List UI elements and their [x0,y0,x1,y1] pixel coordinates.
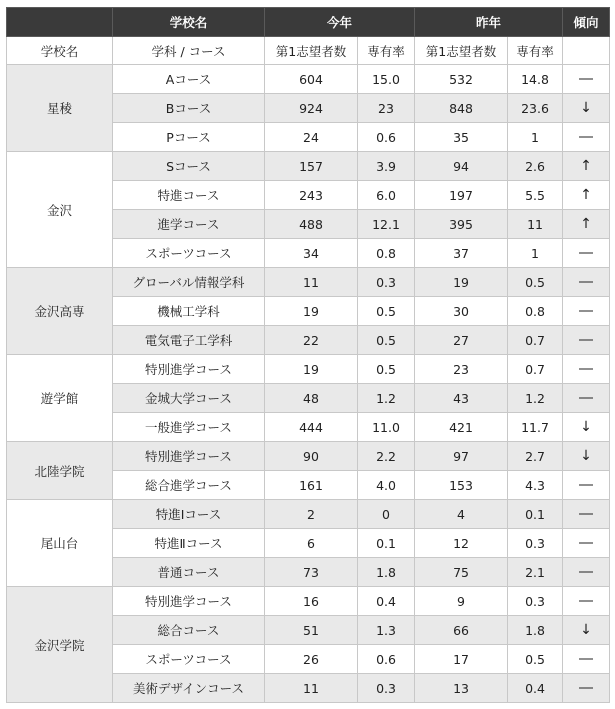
last-year-share-cell: 0.3 [508,587,563,616]
this-year-share-cell: 1.3 [358,616,415,645]
this-year-share-cell: 6.0 [358,181,415,210]
this-year-applicants-cell: 604 [265,65,358,94]
this-year-share-cell: 11.0 [358,413,415,442]
trend-cell: ― [563,500,610,529]
school-name-cell: 尾山台 [7,500,113,587]
trend-cell: ↓ [563,616,610,645]
applicants-table-container [6,7,610,703]
this-year-share-cell: 0.5 [358,355,415,384]
school-name-cell: 星稜 [7,65,113,152]
last-year-applicants-cell: 37 [415,239,508,268]
course-cell: 電気電子工学科 [113,326,265,355]
course-cell: 特別進学コース [113,587,265,616]
last-year-applicants-cell: 30 [415,297,508,326]
course-cell: 特進Ⅱコース [113,529,265,558]
school-name-cell: 遊学館 [7,355,113,442]
table-row [7,152,610,181]
course-cell: Aコース [113,65,265,94]
last-year-applicants-cell: 19 [415,268,508,297]
trend-cell: ― [563,645,610,674]
this-year-share-cell: 0.8 [358,239,415,268]
trend-cell: ↓ [563,94,610,123]
trend-cell: ― [563,355,610,384]
school-name-cell: 金沢高専 [7,268,113,355]
last-year-applicants-cell: 395 [415,210,508,239]
course-cell: 特別進学コース [113,355,265,384]
last-year-applicants-cell: 532 [415,65,508,94]
last-year-share-cell: 0.5 [508,645,563,674]
subheader-share-this: 専有率 [358,37,415,65]
this-year-share-cell: 4.0 [358,471,415,500]
school-name-cell: 金沢 [7,152,113,268]
header-this-year: 今年 [265,8,415,37]
course-cell: 総合コース [113,616,265,645]
course-cell: スポーツコース [113,239,265,268]
last-year-applicants-cell: 848 [415,94,508,123]
course-cell: Pコース [113,123,265,152]
table-row [7,442,610,471]
trend-cell: ― [563,239,610,268]
this-year-share-cell: 1.2 [358,384,415,413]
course-cell: 機械工学科 [113,297,265,326]
course-cell: Bコース [113,94,265,123]
last-year-applicants-cell: 75 [415,558,508,587]
table-row [7,587,610,616]
header-school-name: 学校名 [113,8,265,37]
trend-cell: ↑ [563,152,610,181]
subheader-course: 学科 / コース [113,37,265,65]
this-year-share-cell: 0 [358,500,415,529]
this-year-applicants-cell: 22 [265,326,358,355]
last-year-applicants-cell: 97 [415,442,508,471]
table-body [7,65,610,703]
subheader-school-name: 学校名 [7,37,113,65]
this-year-share-cell: 0.6 [358,645,415,674]
this-year-applicants-cell: 51 [265,616,358,645]
table-head [7,8,610,65]
this-year-applicants-cell: 19 [265,355,358,384]
trend-cell: ― [563,326,610,355]
last-year-share-cell: 1 [508,123,563,152]
this-year-applicants-cell: 2 [265,500,358,529]
this-year-applicants-cell: 11 [265,268,358,297]
subheader-trend-empty [563,37,610,65]
this-year-applicants-cell: 73 [265,558,358,587]
trend-cell: ↑ [563,210,610,239]
last-year-share-cell: 14.8 [508,65,563,94]
trend-cell: ― [563,471,610,500]
course-cell: 特別進学コース [113,442,265,471]
last-year-share-cell: 0.8 [508,297,563,326]
course-cell: 特進Ⅰコース [113,500,265,529]
last-year-share-cell: 1 [508,239,563,268]
last-year-share-cell: 5.5 [508,181,563,210]
last-year-share-cell: 0.4 [508,674,563,703]
last-year-share-cell: 11.7 [508,413,563,442]
this-year-applicants-cell: 924 [265,94,358,123]
trend-cell: ― [563,297,610,326]
table-row [7,268,610,297]
last-year-applicants-cell: 27 [415,326,508,355]
applicants-table [6,7,610,703]
header-empty-cell [7,8,113,37]
course-cell: 進学コース [113,210,265,239]
this-year-applicants-cell: 157 [265,152,358,181]
last-year-share-cell: 0.7 [508,355,563,384]
course-cell: Sコース [113,152,265,181]
this-year-share-cell: 0.5 [358,297,415,326]
last-year-applicants-cell: 197 [415,181,508,210]
last-year-applicants-cell: 35 [415,123,508,152]
trend-cell: ― [563,65,610,94]
last-year-applicants-cell: 9 [415,587,508,616]
course-cell: 一般進学コース [113,413,265,442]
last-year-share-cell: 0.1 [508,500,563,529]
course-cell: 特進コース [113,181,265,210]
this-year-share-cell: 0.6 [358,123,415,152]
last-year-share-cell: 2.7 [508,442,563,471]
last-year-share-cell: 0.3 [508,529,563,558]
this-year-applicants-cell: 19 [265,297,358,326]
this-year-share-cell: 15.0 [358,65,415,94]
this-year-applicants-cell: 444 [265,413,358,442]
trend-cell: ― [563,123,610,152]
last-year-applicants-cell: 4 [415,500,508,529]
last-year-share-cell: 1.8 [508,616,563,645]
course-cell: 総合進学コース [113,471,265,500]
last-year-applicants-cell: 12 [415,529,508,558]
subheader-applicants-last: 第1志望者数 [415,37,508,65]
this-year-applicants-cell: 16 [265,587,358,616]
this-year-applicants-cell: 34 [265,239,358,268]
last-year-share-cell: 0.7 [508,326,563,355]
trend-cell: ― [563,384,610,413]
last-year-share-cell: 23.6 [508,94,563,123]
this-year-share-cell: 3.9 [358,152,415,181]
this-year-share-cell: 1.8 [358,558,415,587]
this-year-applicants-cell: 26 [265,645,358,674]
trend-cell: ↓ [563,413,610,442]
table-row [7,500,610,529]
table-row [7,65,610,94]
header-trend: 傾向 [563,8,610,37]
last-year-applicants-cell: 421 [415,413,508,442]
this-year-applicants-cell: 161 [265,471,358,500]
last-year-share-cell: 2.1 [508,558,563,587]
school-name-cell: 金沢学院 [7,587,113,703]
subheader-row [7,37,610,65]
last-year-applicants-cell: 153 [415,471,508,500]
this-year-applicants-cell: 90 [265,442,358,471]
this-year-applicants-cell: 6 [265,529,358,558]
last-year-applicants-cell: 66 [415,616,508,645]
last-year-share-cell: 4.3 [508,471,563,500]
course-cell: グローバル情報学科 [113,268,265,297]
trend-cell: ↓ [563,442,610,471]
last-year-share-cell: 1.2 [508,384,563,413]
this-year-share-cell: 0.3 [358,674,415,703]
this-year-share-cell: 12.1 [358,210,415,239]
trend-cell: ― [563,674,610,703]
subheader-applicants-this: 第1志望者数 [265,37,358,65]
last-year-applicants-cell: 17 [415,645,508,674]
this-year-applicants-cell: 488 [265,210,358,239]
table-row [7,355,610,384]
course-cell: 普通コース [113,558,265,587]
header-row [7,8,610,37]
header-last-year: 昨年 [415,8,563,37]
last-year-applicants-cell: 43 [415,384,508,413]
trend-cell: ↑ [563,181,610,210]
subheader-share-last: 専有率 [508,37,563,65]
last-year-applicants-cell: 13 [415,674,508,703]
this-year-share-cell: 0.4 [358,587,415,616]
this-year-applicants-cell: 48 [265,384,358,413]
this-year-applicants-cell: 11 [265,674,358,703]
this-year-share-cell: 0.1 [358,529,415,558]
last-year-applicants-cell: 23 [415,355,508,384]
last-year-share-cell: 2.6 [508,152,563,181]
this-year-share-cell: 0.3 [358,268,415,297]
course-cell: 美術デザインコース [113,674,265,703]
course-cell: スポーツコース [113,645,265,674]
this-year-applicants-cell: 243 [265,181,358,210]
trend-cell: ― [563,529,610,558]
this-year-share-cell: 23 [358,94,415,123]
last-year-share-cell: 11 [508,210,563,239]
school-name-cell: 北陸学院 [7,442,113,500]
last-year-share-cell: 0.5 [508,268,563,297]
course-cell: 金城大学コース [113,384,265,413]
this-year-applicants-cell: 24 [265,123,358,152]
this-year-share-cell: 0.5 [358,326,415,355]
trend-cell: ― [563,558,610,587]
last-year-applicants-cell: 94 [415,152,508,181]
trend-cell: ― [563,268,610,297]
trend-cell: ― [563,587,610,616]
this-year-share-cell: 2.2 [358,442,415,471]
